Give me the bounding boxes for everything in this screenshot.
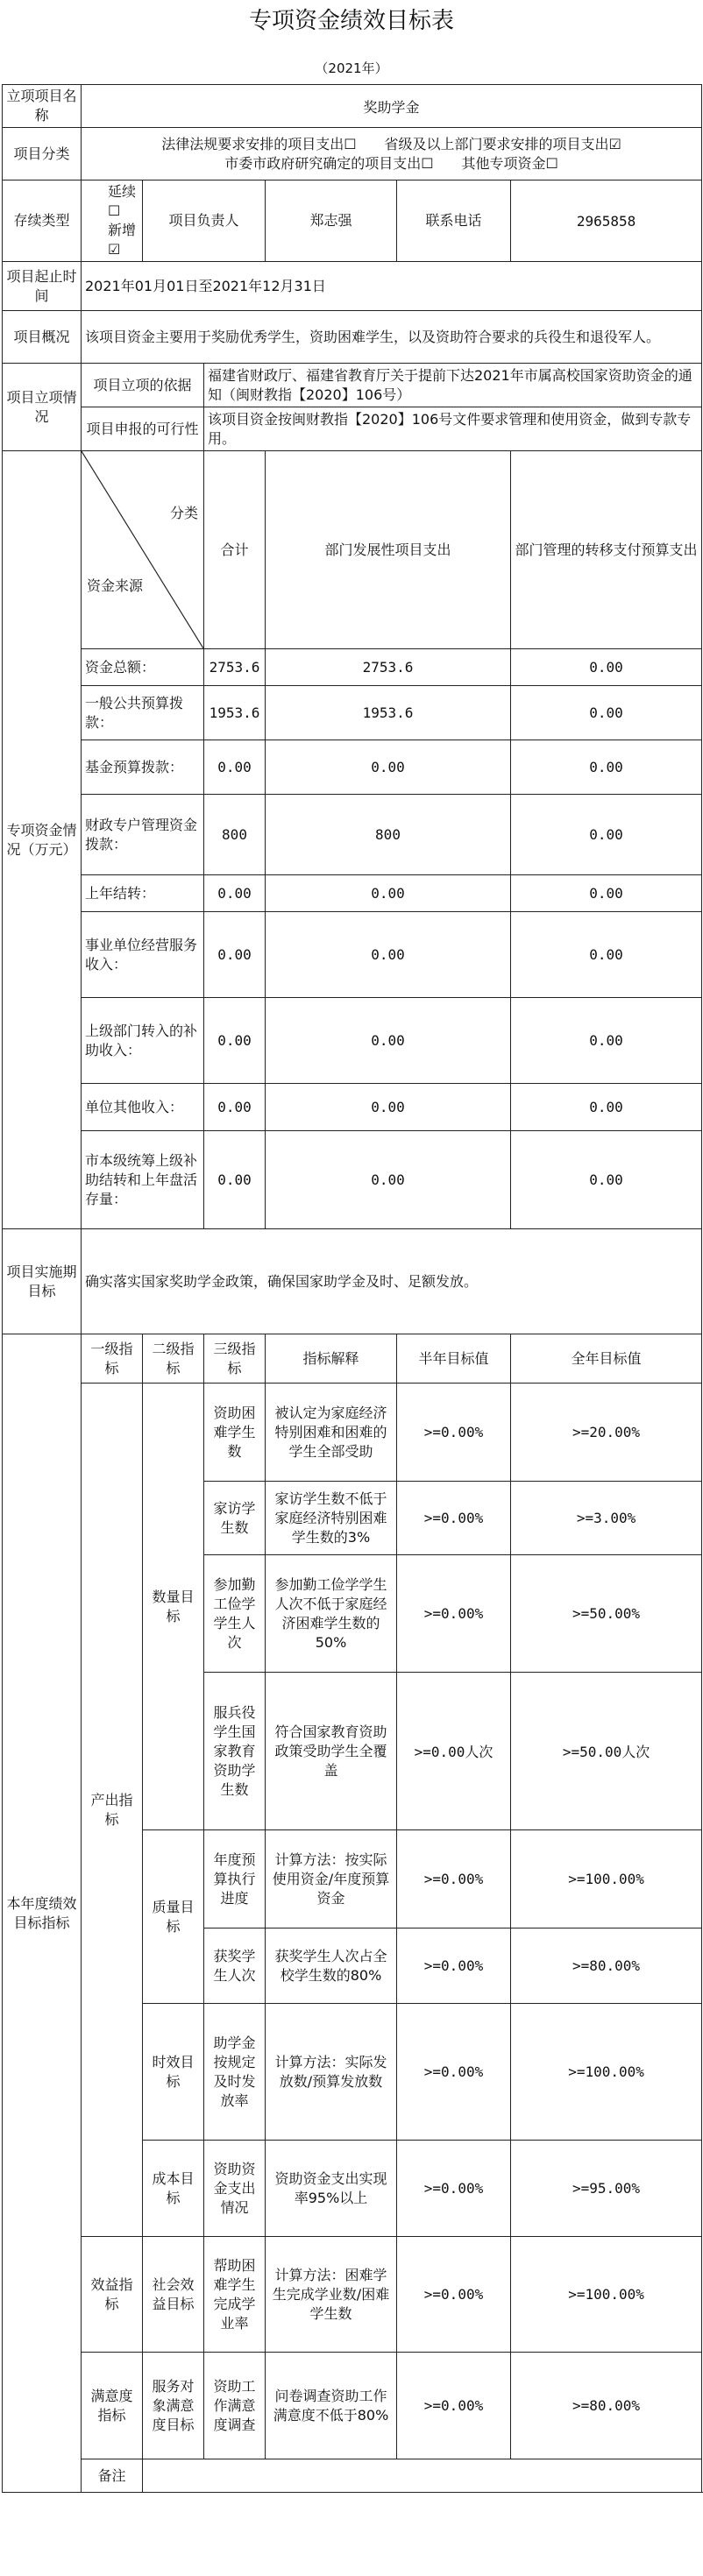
indicator-name: 资助工作满意度调查 <box>204 2353 266 2459</box>
funds-header-source: 资金来源 <box>87 577 144 594</box>
indicator-name: 帮助困难学生完成学业率 <box>204 2237 266 2353</box>
remark-label: 备注 <box>82 2459 143 2493</box>
funds-row-label: 上级部门转入的补助收入： <box>82 998 204 1084</box>
funds-col-dev: 部门发展性项目支出 <box>266 451 511 649</box>
indicator-desc: 计算方法：困难学生完成学业数/困难学生数 <box>266 2237 397 2353</box>
indicator-half: >=0.00人次 <box>397 1673 511 1830</box>
timeliness-label: 时效目标 <box>143 2004 204 2141</box>
checkbox-new[interactable]: ☑ <box>108 241 121 258</box>
funds-row-dev: 0.00 <box>266 875 511 912</box>
indicator-half: >=0.00% <box>397 1830 511 1928</box>
funds-row-transfer: 0.00 <box>511 649 702 686</box>
funds-row-label: 上年结转： <box>82 875 204 912</box>
funds-row-dev: 0.00 <box>266 1084 511 1131</box>
funds-row-dev: 2753.6 <box>266 649 511 686</box>
funds-row-dev: 800 <box>266 795 511 875</box>
indicator-half: >=0.00% <box>397 2004 511 2141</box>
project-name: 奖助学金 <box>82 85 702 128</box>
funds-row-label: 市本级统筹上级补助结转和上年盘活存量： <box>82 1131 204 1229</box>
funds-row-dev: 1953.6 <box>266 686 511 740</box>
indicator-desc: 获奖学生人次占全校学生数的80% <box>266 1928 397 2004</box>
basis: 福建省财政厅、福建省教育厅关于提前下达2021年市属高校国家资助资金的通知（闽财教指【2020】106号） <box>204 364 702 407</box>
funds-row-transfer: 0.00 <box>511 795 702 875</box>
funds-header-diagonal <box>82 451 204 649</box>
indicator-desc: 参加勤工俭学学生人次不低于家庭经济困难学生数的50% <box>266 1555 397 1673</box>
indicator-full: >=100.00% <box>511 2237 702 2353</box>
indicator-name: 助学金按规定及时发放率 <box>204 2004 266 2141</box>
funds-row-label: 一般公共预算拨款： <box>82 686 204 740</box>
indicator-half: >=0.00% <box>397 1384 511 1482</box>
indicator-name: 家访学生数 <box>204 1482 266 1555</box>
funds-row-total: 0.00 <box>204 875 266 912</box>
indicator-full: >=50.00% <box>511 1555 702 1673</box>
indicator-desc: 符合国家教育资助政策受助学生全覆盖 <box>266 1673 397 1830</box>
leader-label: 项目负责人 <box>143 180 266 262</box>
indicator-name: 参加勤工俭学学生人次 <box>204 1555 266 1673</box>
indicator-name: 服兵役学生国家教育资助学生数 <box>204 1673 266 1830</box>
funds-row-dev: 0.00 <box>266 912 511 998</box>
indicator-half: >=0.00% <box>397 2141 511 2237</box>
indicator-full: >=3.00% <box>511 1482 702 1555</box>
indicator-name: 资助资金支出情况 <box>204 2141 266 2237</box>
funds-row-label: 事业单位经营服务收入： <box>82 912 204 998</box>
category-line-2: 市委市政府研究确定的项目支出☐ 其他专项资金☐ <box>224 154 558 172</box>
funds-row-label: 基金预算拨款： <box>82 740 204 795</box>
funds-row-transfer: 0.00 <box>511 875 702 912</box>
social-label: 社会效益目标 <box>143 2237 204 2353</box>
funds-col-transfer: 部门管理的转移支付预算支出 <box>511 451 702 649</box>
phone-label: 联系电话 <box>397 180 511 262</box>
indicators-h4: 指标解释 <box>266 1334 397 1384</box>
funds-section-label: 专项资金情况（万元） <box>3 451 82 1229</box>
funds-row-label: 财政专户管理资金拨款： <box>82 795 204 875</box>
indicator-full: >=100.00% <box>511 1830 702 1928</box>
category-line-1: 法律法规要求安排的项目支出☐ 省级及以上部门要求安排的项目支出☑ <box>161 135 621 152</box>
indicator-name: 年度预算执行进度 <box>204 1830 266 1928</box>
year-label: （2021年） <box>315 60 388 76</box>
indicator-full: >=80.00% <box>511 1928 702 2004</box>
goal: 确实落实国家奖助学金政策，确保国家助学金及时、足额发放。 <box>82 1229 702 1334</box>
indicator-half: >=0.00% <box>397 1482 511 1555</box>
indicator-full: >=50.00人次 <box>511 1673 702 1830</box>
indicator-half: >=0.00% <box>397 1555 511 1673</box>
funds-row-transfer: 0.00 <box>511 686 702 740</box>
indicators-h2: 二级指标 <box>143 1334 204 1384</box>
quantity-label: 数量目标 <box>143 1384 204 1830</box>
indicator-full: >=20.00% <box>511 1384 702 1482</box>
funds-row-transfer: 0.00 <box>511 1131 702 1229</box>
project-name-label: 立项项目名称 <box>3 85 82 128</box>
funds-row-transfer: 0.00 <box>511 740 702 795</box>
funds-row-dev: 0.00 <box>266 998 511 1084</box>
benefit-label: 效益指标 <box>82 2237 143 2353</box>
indicator-half: >=0.00% <box>397 1928 511 2004</box>
funds-row-total: 2753.6 <box>204 649 266 686</box>
phone: 2965858 <box>511 180 702 262</box>
indicator-desc: 家访学生数不低于家庭经济特别困难学生数的3% <box>266 1482 397 1555</box>
continuity-extend: 延续 <box>108 183 137 200</box>
project-category <box>82 128 702 180</box>
funds-row-label: 单位其他收入： <box>82 1084 204 1131</box>
indicator-full: >=95.00% <box>511 2141 702 2237</box>
funds-row-label: 资金总额： <box>82 649 204 686</box>
overview: 该项目资金主要用于奖励优秀学生，资助困难学生，以及资助符合要求的兵役生和退役军人。 <box>82 311 702 364</box>
funds-row-total: 800 <box>204 795 266 875</box>
funds-row-dev: 0.00 <box>266 740 511 795</box>
funds-row-total: 0.00 <box>204 1084 266 1131</box>
funds-row-dev: 0.00 <box>266 1131 511 1229</box>
basis-label: 项目立项的依据 <box>82 364 204 407</box>
continuity-new: 新增 <box>108 222 137 238</box>
funds-header-class: 分类 <box>169 505 198 521</box>
indicator-desc: 计算方法：实际发放数/预算发放数 <box>266 2004 397 2141</box>
indicators-section-label: 本年度绩效目标指标 <box>3 1334 82 2493</box>
feasibility-label: 项目申报的可行性 <box>82 407 204 451</box>
overview-label: 项目概况 <box>3 311 82 364</box>
quality-label: 质量目标 <box>143 1830 204 2004</box>
continuity-options <box>82 180 143 262</box>
period: 2021年01月01日至2021年12月31日 <box>82 262 702 311</box>
funds-row-total: 1953.6 <box>204 686 266 740</box>
indicator-half: >=0.00% <box>397 2237 511 2353</box>
indicators-h5: 半年目标值 <box>397 1334 511 1384</box>
indicator-full: >=80.00% <box>511 2353 702 2459</box>
page-title: 专项资金绩效目标表 <box>248 8 454 34</box>
indicator-name: 资助困难学生数 <box>204 1384 266 1482</box>
indicators-h6: 全年目标值 <box>511 1334 702 1384</box>
satisfaction-label: 满意度指标 <box>82 2353 143 2459</box>
indicator-desc: 问卷调查资助工作满意度不低于80% <box>266 2353 397 2459</box>
indicators-h1: 一级指标 <box>82 1334 143 1384</box>
funds-row-transfer: 0.00 <box>511 1084 702 1131</box>
checkbox-extend[interactable]: ☐ <box>108 202 121 219</box>
diagonal-line <box>82 451 203 648</box>
funds-row-transfer: 0.00 <box>511 998 702 1084</box>
indicator-full: >=100.00% <box>511 2004 702 2141</box>
indicator-name: 获奖学生人次 <box>204 1928 266 2004</box>
goal-label: 项目实施期目标 <box>3 1229 82 1334</box>
indicators-h3: 三级指标 <box>204 1334 266 1384</box>
leader: 郑志强 <box>266 180 397 262</box>
service-label: 服务对象满意度目标 <box>143 2353 204 2459</box>
funds-col-total: 合计 <box>204 451 266 649</box>
indicator-desc: 被认定为家庭经济特别困难和困难的学生全部受助 <box>266 1384 397 1482</box>
funds-row-total: 0.00 <box>204 740 266 795</box>
indicator-desc: 计算方法：按实际使用资金/年度预算资金 <box>266 1830 397 1928</box>
cost-label: 成本目标 <box>143 2141 204 2237</box>
funds-row-total: 0.00 <box>204 998 266 1084</box>
period-label: 项目起止时间 <box>3 262 82 311</box>
funds-row-total: 0.00 <box>204 1131 266 1229</box>
feasibility: 该项目资金按闽财教指【2020】106号文件要求管理和使用资金，做到专款专用。 <box>204 407 702 451</box>
continuity-label: 存续类型 <box>3 180 82 262</box>
indicator-desc: 资助资金支出实现率95%以上 <box>266 2141 397 2237</box>
output-label: 产出指标 <box>82 1384 143 2237</box>
funds-row-total: 0.00 <box>204 912 266 998</box>
approval-label: 项目立项情况 <box>3 364 82 451</box>
indicator-half: >=0.00% <box>397 2353 511 2459</box>
funds-row-transfer: 0.00 <box>511 912 702 998</box>
remark <box>143 2459 702 2493</box>
performance-table <box>2 84 702 2493</box>
project-category-label: 项目分类 <box>3 128 82 180</box>
